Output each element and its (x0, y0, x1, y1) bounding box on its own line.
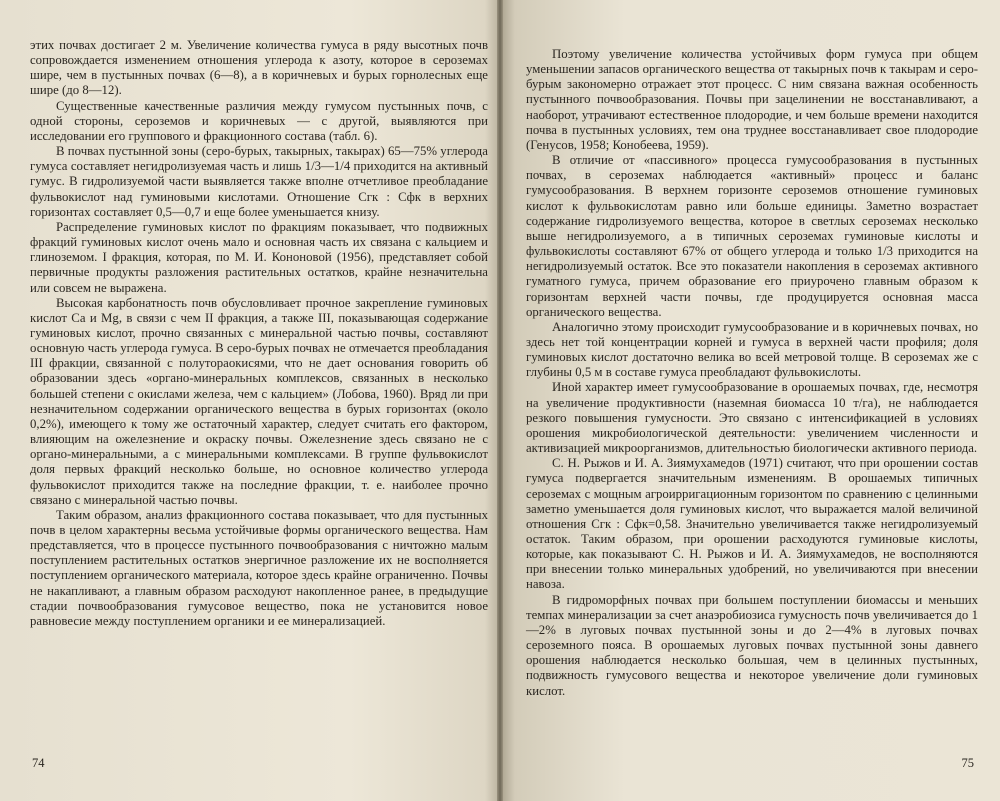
left-page-text (30, 38, 488, 629)
book-gutter (497, 0, 503, 801)
paragraph: Аналогично этому происходит гумусообразование и в коричневых почвах, но здесь нет той концентрации корней и гумуса в верхней части профиля; доля гуминовых кислот достаточно велика во всей метровой толще. В сероземах же с глубины 0,5 м в составе гумуса преобладают фульвокислоты. (526, 319, 978, 380)
paragraph: Распределение гуминовых кислот по фракциям показывает, что подвижных фракций гуминовых кислот очень мало и основная часть их связана с кальцием и глиноземом. I фракция, которая, по М. И. Кононовой (1956), представляет собой первичные продукты разложения растительных остатков, крайне незначительна или совсем не выражена. (30, 219, 488, 295)
page-number-left: 74 (32, 756, 45, 770)
paragraph: В гидроморфных почвах при большем поступлении биомассы и меньших темпах минерализации за счет анаэробиозиса гумусность почв увеличивается до 1—2% в луговых почвах пустынной зоны и до 2—4% в луговых почвах сероземного пояса. В орошаемых луговых почвах пустынной зоны давнего орошения наблюдается несколько большая, чем в целинных пустынных, подвижность гумусового вещества и некоторое увеличение доли гуминовых кислот. (526, 592, 978, 698)
right-page-text (526, 47, 978, 699)
page-number-right: 75 (961, 756, 974, 770)
paragraph: Таким образом, анализ фракционного состава показывает, что для пустынных почв в целом характерны весьма устойчивые формы органического вещества. Нам представляется, что в процессе пустынного почвообразования с ничтожно малым поступлением растительных остатков энергичное разложение их не восполняется поступлением органического материала, которое здесь крайне ограниченно. Почвы не накапливают, а главным образом расходуют накопленное ранее, в предыдущие стадии почвообразования гумусовое вещество, пока не установится новое равновесие между поступлением органики и ее минерализацией. (30, 507, 488, 628)
right-page (500, 0, 1000, 801)
paragraph: Иной характер имеет гумусообразование в орошаемых почвах, где, несмотря на увеличение продуктивности (наземная биомасса 10 т/га), не наблюдается резкого повышения гумусности. Это связано с интенсификацией в условиях орошения микробиологической деятельности: увеличением численности и активизацией микроорганизмов, длительностью биологически активного периода. (526, 380, 978, 456)
paragraph: Высокая карбонатность почв обусловливает прочное закрепление гуминовых кислот Са и Mg, в связи с чем II фракция, а также III, показывающая содержание гуминовых кислот, прочно связанных с минеральной частью почвы, составляют основную часть углерода гумуса. В серо-бурых почвах не отмечается преобладания III фракции, связанной с полуторaокисями, что не дает основания говорить об образовании здесь «органо-минеральных комплексов, связанных в несколько большей степени с окислами железа, чем с кальцием» (Лобова, 1960). Вряд ли при незначительном содержании органического вещества в бурых горизонтах (около 0,2%), имеющего к тому же остаточный характер, следует считать его фактором, влияющим на ожелезнение и окраску почвы. Ожелезнение здесь связано не с органо-минеральными, а с минеральными комплексами. В группе фульвокислот доля первых фракций несколько больше, но основное количество углерода фульвокислот приходится также на последние фракции, т. е. наиболее прочно связано с минеральной частью почвы. (30, 295, 488, 507)
paragraph: В почвах пустынной зоны (серо-бурых, такырных, такырах) 65—75% углерода гумуса составляет негидролизуемая часть и лишь 1/3—1/4 приходится на активный гумус. В гидролизуемой части выявляется также вполне отчетливое преобладание фульвокислот над гуминовыми кислотами. Отношение Сгк : Сфк в верхних горизонтах составляет 0,5—0,7 и еще более уменьшается книзу. (30, 144, 488, 219)
paragraph: этих почвах достигает 2 м. Увеличение количества гумуса в ряду высотных почв сопровождается изменением отношения углерода к азоту, которое в сероземах шире, чем в пустынных почвах (6—8), а в коричневых и бурых горнолесных еще шире (до 8—12). (30, 38, 488, 98)
paragraph: С. Н. Рыжов и И. А. Зиямухамедов (1971) считают, что при орошении состав гумуса подвергается значительным изменениям. В орошаемых типичных сероземах с мощным агроирригационным горизонтом по сравнению с целинными заметно уменьшается доля гуминовых кислот, что выражается малой величиной отношения Сгк : Сфк=0,58. Значительно увеличивается также негидролизуемый остаток. Таким образом, при орошении расходуются гуминовые кислоты, которые, как показывают С. Н. Рыжов и И. А. Зиямухамедов, не восполняются при внесении только минеральных удобрений, но увеличиваются при внесении навоза. (526, 456, 978, 592)
paragraph: Поэтому увеличение количества устойчивых форм гумуса при общем уменьшении запасов органического вещества от такырных почв к такырам и серо-бурым закономерно отражает этот процесс. С ним связана важная особенность пустынного почвообразования. Почвы при зацелинении не восстанавливают, а наоборот, утрачивают естественное плодородие, и чем больше времени находится почва в пустынных условиях, тем она труднее восстанавливает свое плодородие (Генусов, 1958; Конобеева, 1959). (526, 47, 978, 152)
paragraph: В отличие от «пассивного» процесса гумусообразования в пустынных почвах, в сероземах наблюдается «активный» процесс и баланс гумусообразования. В верхнем горизонте сероземов отношение гуминовых кислот к фульвокислотам равно или больше единицы. Заметно возрастает содержание гидролизуемого вещества, которое в светлых сероземах несколько выше негидролизуемого, а в типичных сероземах гуминовые кислоты и фульвокислоты составляют 67% от общего углерода и только 1/3 приходится на негидролизуемый остаток. Все это показатели накопления в сероземах активного гуматного гумуса, причем образование его приурочено главным образом к горизонтам верхней части почвы, где продуцируется основная масса органического вещества. (526, 153, 978, 319)
paragraph: Существенные качественные различия между гумусом пустынных почв, с одной стороны, сероземов и коричневых — с другой, выявляются при исследовании его группового и фракционного состава (табл. 6). (30, 98, 488, 143)
